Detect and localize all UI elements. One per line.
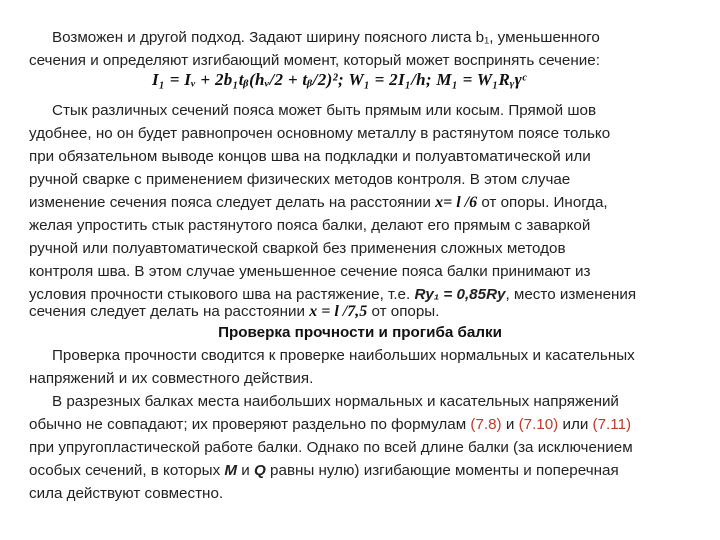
p2-line5: [29, 192, 608, 215]
p1-line1: Возможен и другой подход. Задают ширину поясного листа b₁, уменьшенного: [52, 29, 600, 46]
p2-line2: удобнее, но он будет равнопрочен основному металлу в растянутом поясе только: [29, 125, 611, 142]
p2-line9-text-a: условия прочности стыкового шва на растяжение, т.е.: [29, 286, 415, 303]
p4-line3: при упругопластической работе балки. Однако по всей длине балки (за исключением: [29, 439, 633, 456]
p4-line1: В разрезных балках места наибольших нормальных и касательных напряжений: [52, 393, 619, 410]
formula-reference-7-10[interactable]: (7.10): [518, 416, 559, 433]
p4-line2-text-b: и: [501, 416, 519, 433]
p2-line9-text-c: , место изменения: [505, 286, 637, 303]
p4-line5: сила действуют совместно.: [29, 485, 224, 502]
p4-line4-text-b: и: [237, 462, 254, 479]
p4-line4-text-a: особых сечений, в которых: [29, 462, 225, 479]
p2-line10: [29, 301, 439, 324]
p3-line2: напряжений и их совместного действия.: [29, 370, 314, 387]
distance-expression-2: x = l /7,5: [309, 303, 368, 320]
p2-line3: при обязательном выводе концов шва на подкладки и полуавтоматической или: [29, 148, 591, 165]
p2-line5-text-a: изменение сечения пояса следует делать на расстоянии: [29, 194, 436, 211]
p4-line2-text-a: обычно не совпадают; их проверяют раздельно по формулам: [29, 416, 471, 433]
moment-formula: I₁ = Iᵥ + 2b₁tᵦ(hᵥ/2 + tᵦ/2)²; W₁ = 2I₁/h; M₁ = W₁Rᵧγᶜ: [152, 70, 527, 89]
p2-line4: ручной сварке с применением физических методов контроля. В этом случае: [29, 171, 571, 188]
p3-line1: Проверка прочности сводится к проверке наибольших нормальных и касательных: [52, 347, 635, 364]
section-heading: Проверка прочности и прогиба балки: [218, 324, 502, 341]
p4-line2-text-c: или: [558, 416, 593, 433]
formula-reference-7-8[interactable]: (7.8): [470, 416, 502, 433]
p2-line10-text-a: сечения следует делать на расстоянии: [29, 303, 310, 320]
p2-line1: Стык различных сечений пояса может быть прямым или косым. Прямой шов: [52, 102, 597, 119]
p2-line7: ручной или полуавтоматической сваркой без применения сложных методов: [29, 240, 566, 257]
p4-line2: [29, 414, 631, 437]
weld-strength-expression: Ry₁ = 0,85Ry: [414, 286, 506, 303]
distance-expression-1: x= l /6: [435, 194, 478, 211]
p2-line5-text-b: от опоры. Иногда,: [477, 194, 608, 211]
shear-symbol: Q: [254, 462, 266, 479]
p2-line10-text-b: от опоры.: [367, 303, 440, 320]
p1-line2: сечения и определяют изгибающий момент, который может воспринять сечение:: [29, 52, 600, 69]
p2-line6: желая упростить стык растянутого пояса балки, делают его прямым с заваркой: [29, 217, 591, 234]
p2-line8: контроля шва. В этом случае уменьшенное сечение пояса балки принимают из: [29, 263, 591, 280]
formula-reference-7-11[interactable]: (7.11): [592, 416, 632, 433]
moment-symbol: M: [224, 462, 238, 479]
p4-line4: [29, 460, 619, 483]
p4-line4-text-c: равны нулю) изгибающие моменты и поперечная: [265, 462, 619, 479]
